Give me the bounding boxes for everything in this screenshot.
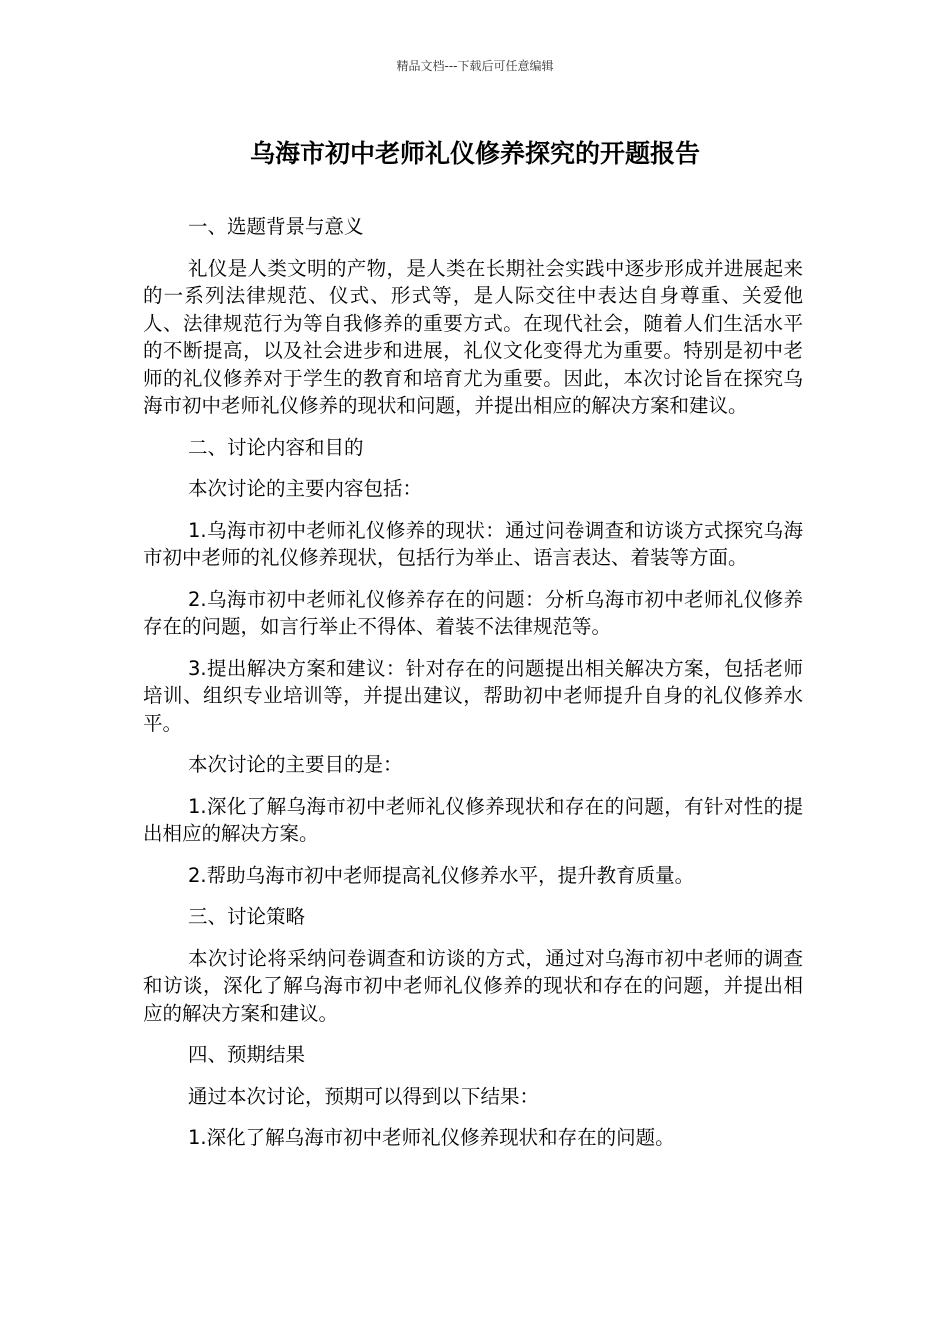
paragraph-background: 礼仪是人类文明的产物，是人类在长期社会实践中逐步形成并进展起来的一系列法律规范、仪式、形式等，是人际交往中表达自身尊重、关爱他人、法律规范行为等自我修养的重要方式。在现代社会，随着人们生活水平的不断提高，以及社会进步和进展，礼仪文化变得尤为重要。特别是初中老师的礼仪修养对于学生的教育和培育尤为重要。因此，本次讨论旨在探究乌海市初中老师礼仪修养的现状和问题，并提出相应的解决方案和建议。	[143, 256, 803, 417]
paragraph-content-intro: 本次讨论的主要内容包括：	[188, 477, 423, 500]
section-heading-results: 四、预期结果	[188, 1043, 306, 1066]
list-item-results-1: 1.深化了解乌海市初中老师礼仪修养现状和存在的问题。	[188, 1126, 675, 1149]
document-body	[143, 213, 803, 1166]
paragraph-results-intro: 通过本次讨论，预期可以得到以下结果：	[188, 1084, 540, 1108]
header-note: 精品文档---下载后可任意编辑	[396, 59, 554, 73]
list-item-purpose-1: 1.深化了解乌海市初中老师礼仪修养现状和存在的问题，有针对性的提出相应的解决方案。	[143, 794, 803, 845]
section-heading-background: 一、选题背景与意义	[188, 215, 364, 238]
list-item-content-3: 3.提出解决方案和建议：针对存在的问题提出相关解决方案，包括老师培训、组织专业培训等，并提出建议，帮助初中老师提升自身的礼仪修养水平。	[143, 656, 803, 735]
list-item-content-1: 1.乌海市初中老师礼仪修养的现状：通过问卷调查和访谈方式探究乌海市初中老师的礼仪修养现状，包括行为举止、语言表达、着装等方面。	[143, 518, 803, 569]
section-heading-strategy: 三、讨论策略	[188, 905, 306, 928]
list-item-purpose-2: 2.帮助乌海市初中老师提高礼仪修养水平，提升教育质量。	[188, 863, 695, 887]
document-title: 乌海市初中老师礼仪修养探究的开题报告	[249, 139, 700, 168]
paragraph-purpose-intro: 本次讨论的主要目的是：	[188, 753, 403, 776]
list-item-content-2: 2.乌海市初中老师礼仪修养存在的问题：分析乌海市初中老师礼仪修养存在的问题，如言行举止不得体、着装不法律规范等。	[143, 587, 803, 638]
section-heading-content: 二、讨论内容和目的	[188, 435, 364, 459]
paragraph-strategy: 本次讨论将采纳问卷调查和访谈的方式，通过对乌海市初中老师的调查和访谈，深化了解乌海市初中老师礼仪修养的现状和存在的问题，并提出相应的解决方案和建议。	[143, 946, 803, 1025]
